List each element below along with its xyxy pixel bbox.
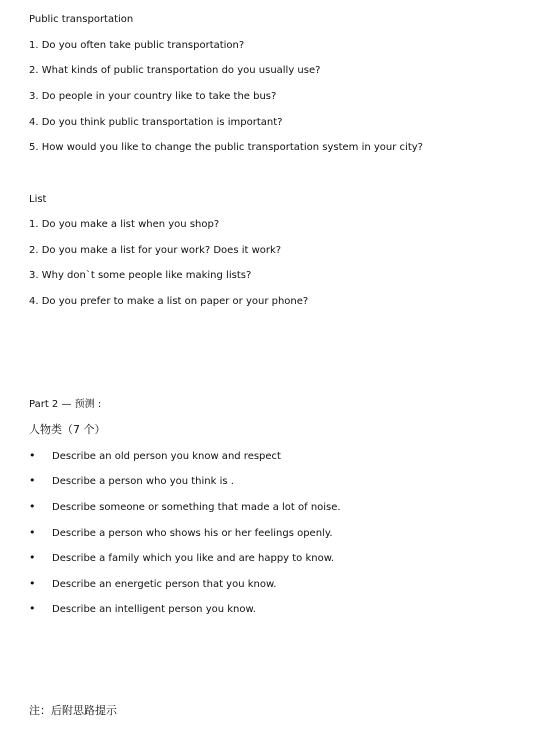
question-item: 1. Do you make a list when you shop? — [29, 219, 220, 230]
list-item-text: Describe a person who shows his or her feelings openly. — [52, 528, 333, 539]
bullet-icon: • — [29, 474, 36, 487]
bullet-icon: • — [29, 526, 36, 539]
list-item — [29, 475, 234, 488]
list-item — [29, 501, 341, 514]
footnote: 注：后附思路提示 — [29, 704, 117, 717]
question-item: 3. Why don`t some people like making lists? — [29, 270, 252, 281]
bullet-icon: • — [29, 551, 36, 564]
bullet-icon: • — [29, 449, 36, 462]
question-item: 2. What kinds of public transportation do you usually use? — [29, 65, 321, 76]
list-item-text: Describe a family which you like and are happy to know. — [52, 553, 335, 564]
part2-category: 人物类（7 个） — [29, 423, 106, 436]
question-item: 1. Do you often take public transportation? — [29, 40, 245, 51]
list-item — [29, 603, 256, 616]
list-item-text: Describe an old person you know and respect — [52, 451, 281, 462]
bullet-icon: • — [29, 577, 36, 590]
question-item: 4. Do you think public transportation is important? — [29, 117, 283, 128]
list-item-text: Describe an intelligent person you know. — [52, 604, 256, 615]
list-item-text: Describe a person who you think is . — [52, 476, 234, 487]
list-item — [29, 552, 334, 565]
question-item: 2. Do you make a list for your work? Does it work? — [29, 245, 282, 256]
list-item-text: Describe an energetic person that you know. — [52, 579, 277, 590]
question-item: 3. Do people in your country like to take the bus? — [29, 91, 277, 102]
question-item: 5. How would you like to change the public transportation system in your city? — [29, 142, 423, 153]
part2-heading: Part 2 — 预测 : — [29, 399, 102, 410]
section-title-public-transportation: Public transportation — [29, 14, 134, 25]
question-item: 4. Do you prefer to make a list on paper or your phone? — [29, 296, 309, 307]
bullet-icon: • — [29, 602, 36, 615]
list-item-text: Describe someone or something that made a lot of noise. — [52, 502, 341, 513]
section-title-list: List — [29, 194, 47, 205]
bullet-icon: • — [29, 500, 36, 513]
list-item — [29, 527, 333, 540]
list-item — [29, 450, 281, 463]
list-item — [29, 578, 276, 591]
